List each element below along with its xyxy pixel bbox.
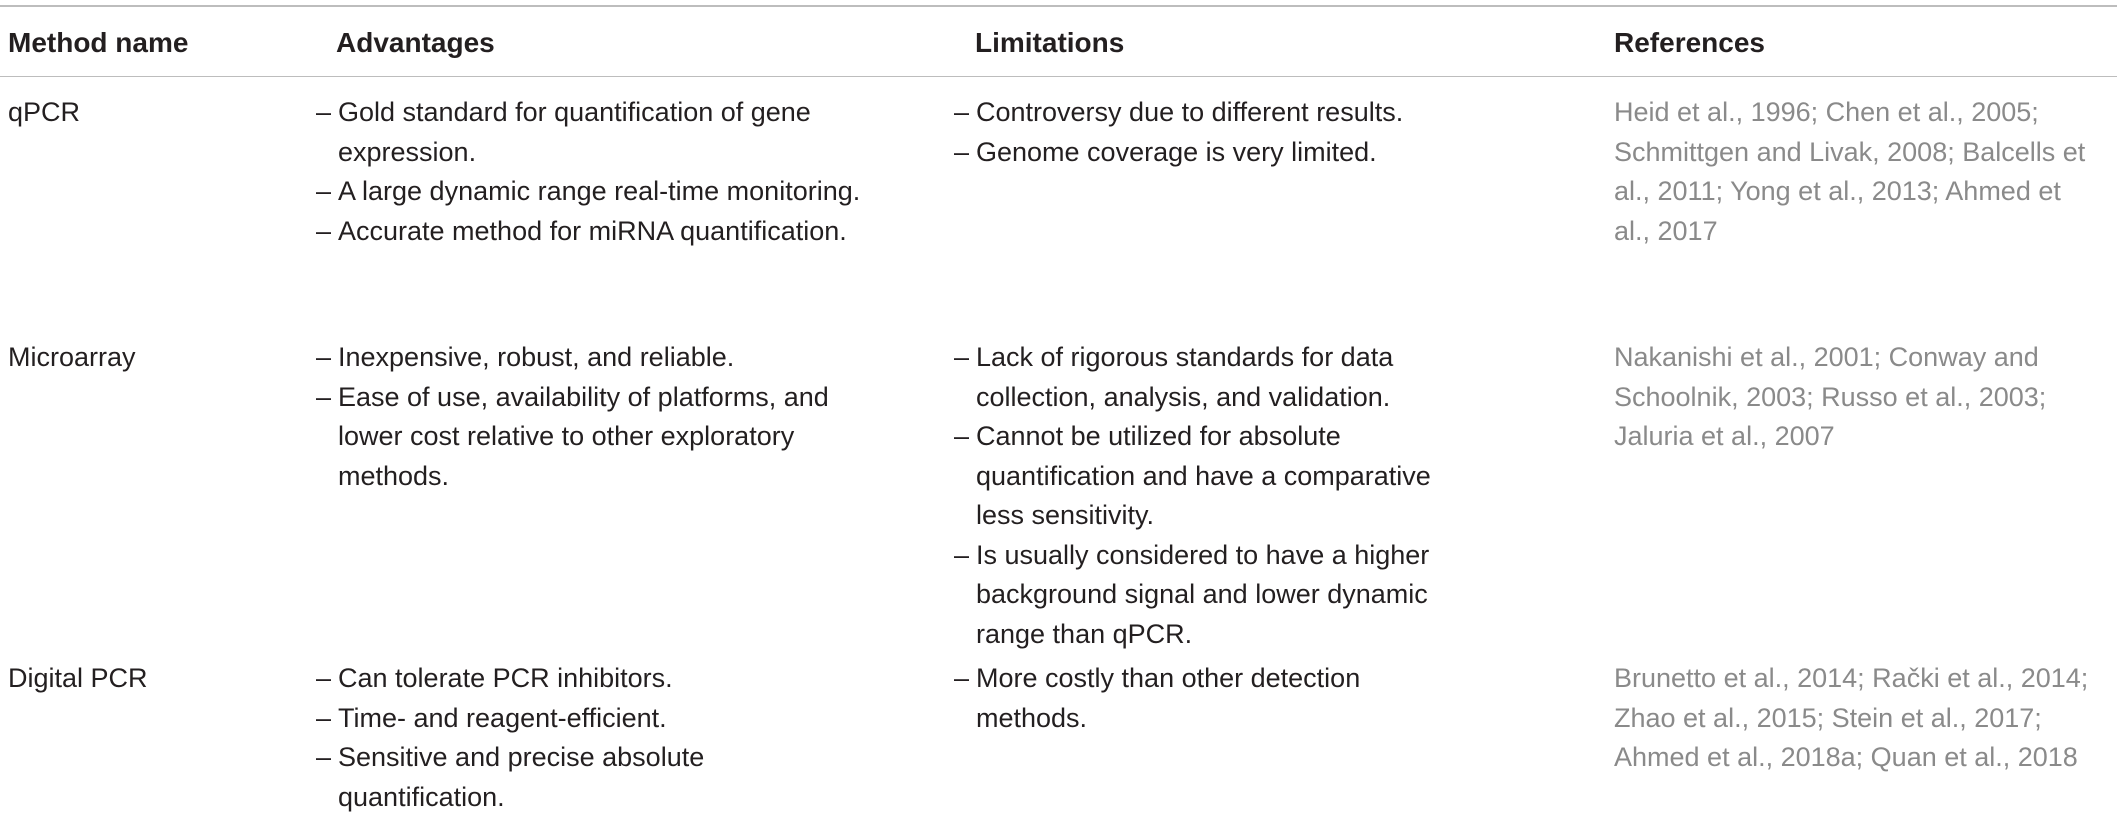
bullet-dash: – [316, 742, 332, 772]
advantage-text: Time- and reagent-efficient. [338, 702, 667, 733]
header-limitations: Limitations [975, 27, 1125, 58]
references-cell [1614, 338, 2084, 457]
method-name-cell: Microarray [8, 342, 136, 372]
method-name-cell: qPCR [8, 97, 81, 127]
references-cell [1614, 93, 2104, 251]
bullet-dash: – [954, 97, 970, 127]
advantage-item [316, 338, 836, 378]
advantages-cell [316, 659, 916, 817]
limitation-item [954, 93, 1474, 133]
limitation-item [954, 536, 1454, 655]
limitation-text: Controversy due to different results. [976, 97, 1404, 127]
limitations-cell [954, 338, 1514, 654]
advantages-cell [316, 338, 916, 496]
advantage-text: A large dynamic range real-time monitoring. [338, 176, 861, 206]
limitation-item [954, 338, 1454, 417]
bullet-dash: – [316, 702, 332, 733]
bullet-dash: – [954, 342, 970, 372]
references-text: Nakanishi et al., 2001; Conway and Schoolnik, 2003; Russo et al., 2003; Jaluria et al., 2007 [1614, 342, 2047, 451]
references-cell [1614, 659, 2114, 778]
bullet-dash: – [954, 136, 970, 167]
limitation-item [954, 133, 1474, 173]
references-text: Heid et al., 1996; Chen et al., 2005; Schmittgen and Livak, 2008; Balcells et al., 2011; Yong et al., 2013; Ahmed et al., 2017 [1614, 97, 2086, 246]
advantage-item [316, 659, 836, 699]
advantage-text: Sensitive and precise absolute quantification. [338, 742, 705, 812]
advantage-text: Can tolerate PCR inhibitors. [338, 663, 673, 693]
limitations-cell [954, 93, 1514, 172]
advantage-item [316, 738, 836, 817]
advantage-item [316, 378, 836, 497]
limitation-item [954, 417, 1454, 536]
method-name-cell: Digital PCR [8, 663, 148, 693]
bullet-dash: – [316, 663, 332, 693]
header-advantages: Advantages [336, 27, 495, 58]
advantage-text: Gold standard for quantification of gene expression. [338, 97, 811, 167]
limitation-text: Lack of rigorous standards for data collection, analysis, and validation. [976, 342, 1394, 412]
limitation-text: Cannot be utilized for absolute quantification and have a comparative less sensitivity. [976, 421, 1431, 530]
advantage-text: Inexpensive, robust, and reliable. [338, 342, 735, 372]
advantage-item [316, 212, 876, 252]
bullet-dash: – [316, 381, 332, 412]
limitation-item [954, 659, 1404, 738]
advantage-text: Accurate method for miRNA quantification. [338, 215, 847, 246]
limitations-cell [954, 659, 1514, 738]
limitation-text: Genome coverage is very limited. [976, 136, 1377, 167]
references-text: Brunetto et al., 2014; Rački et al., 2014; Zhao et al., 2015; Stein et al., 2017; Ahmed et al., 2018a; Quan et al., 2018 [1614, 663, 2089, 772]
bullet-dash: – [954, 421, 970, 451]
table-header-rule [0, 76, 2117, 77]
advantage-item [316, 93, 876, 172]
advantages-cell [316, 93, 916, 251]
header-references: References [1614, 27, 1765, 58]
advantage-text: Ease of use, availability of platforms, and lower cost relative to other exploratory methods. [338, 381, 829, 491]
bullet-dash: – [954, 663, 970, 693]
advantage-item [316, 172, 876, 212]
header-method-name: Method name [8, 27, 189, 58]
table-header-row [0, 5, 2117, 76]
bullet-dash: – [316, 97, 332, 127]
bullet-dash: – [316, 342, 332, 372]
bullet-dash: – [316, 176, 332, 206]
bullet-dash: – [954, 539, 970, 570]
limitation-text: More costly than other detection methods. [976, 663, 1361, 733]
bullet-dash: – [316, 215, 332, 246]
advantage-item [316, 699, 836, 739]
limitation-text: Is usually considered to have a higher background signal and lower dynamic range than qPCR. [976, 539, 1430, 649]
